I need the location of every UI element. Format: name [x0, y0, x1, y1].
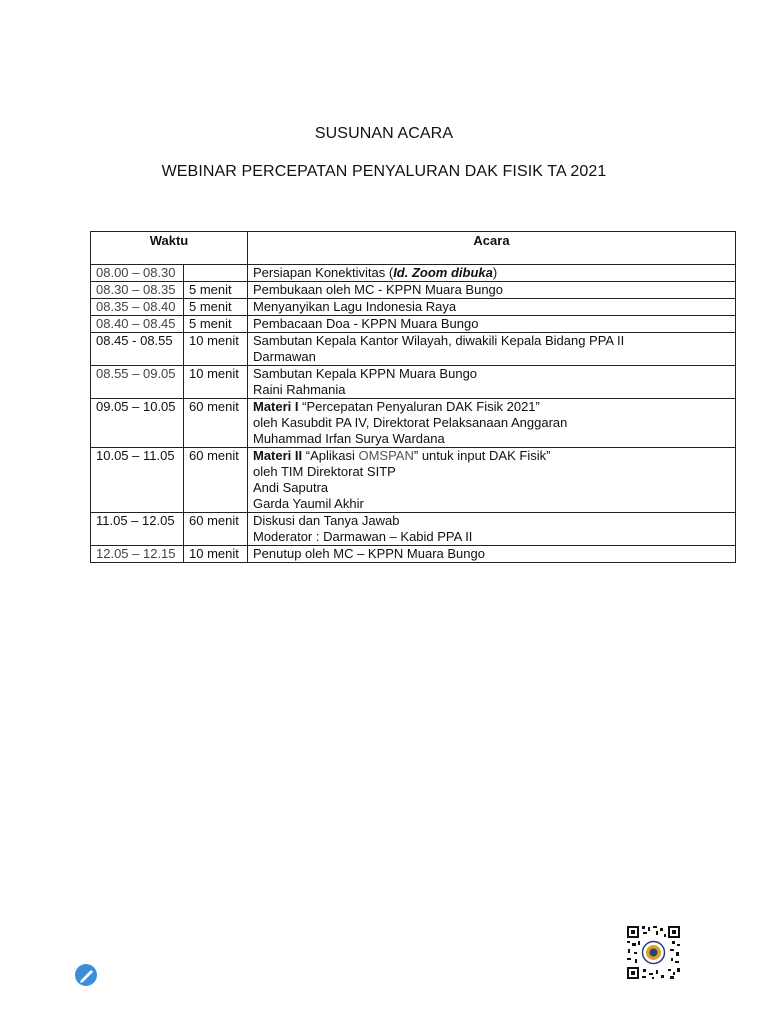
event-text: Sambutan Kepala KPPN Muara Bungo	[253, 366, 478, 381]
table-row	[91, 513, 736, 546]
document-subtitle: WEBINAR PERCEPATAN PENYALURAN DAK FISIK TA 2021	[161, 163, 607, 180]
schedule-body	[91, 265, 736, 563]
event-text: Pembukaan oleh MC - KPPN Muara Bungo	[253, 282, 504, 297]
time-cell: 08.35 – 08.40	[91, 299, 184, 316]
time-cell: 08.00 – 08.30	[91, 265, 184, 282]
event-cell	[248, 333, 736, 366]
event-text: Muhammad Irfan Surya Wardana	[253, 431, 445, 446]
duration-cell: 5 menit	[184, 282, 248, 299]
event-cell	[248, 513, 736, 546]
time-cell: 08.30 – 08.35	[91, 282, 184, 299]
event-line	[253, 415, 730, 431]
time-cell: 09.05 – 10.05	[91, 399, 184, 448]
event-text: Moderator : Darmawan – Kabid PPA II	[253, 529, 473, 544]
event-cell	[248, 282, 736, 299]
event-text: Materi II	[253, 448, 303, 463]
schedule-table	[90, 231, 736, 563]
event-text: oleh Kasubdit PA IV, Direktorat Pelaksanaan Anggaran	[253, 415, 568, 430]
event-line	[253, 546, 730, 562]
table-row	[91, 399, 736, 448]
duration-cell: 5 menit	[184, 316, 248, 333]
event-line	[253, 349, 730, 365]
time-cell: 08.45 - 08.55	[91, 333, 184, 366]
event-line	[253, 399, 730, 415]
header-acara: Acara	[248, 232, 736, 265]
event-cell	[248, 399, 736, 448]
duration-cell: 5 menit	[184, 299, 248, 316]
event-text: ” untuk input DAK Fisik”	[413, 448, 551, 463]
pen-badge-icon	[74, 963, 98, 987]
event-text: oleh TIM Direktorat SITP	[253, 464, 396, 479]
table-row	[91, 282, 736, 299]
event-cell	[248, 448, 736, 513]
event-text: Andi Saputra	[253, 480, 329, 495]
event-text: Pembacaan Doa - KPPN Muara Bungo	[253, 316, 479, 331]
event-line	[253, 299, 730, 315]
event-line	[253, 513, 730, 529]
table-row	[91, 299, 736, 316]
event-line	[253, 265, 730, 281]
event-text: OMSPAN	[358, 448, 414, 463]
time-cell: 12.05 – 12.15	[91, 546, 184, 563]
header-waktu: Waktu	[91, 232, 248, 265]
event-cell	[248, 265, 736, 282]
table-row	[91, 448, 736, 513]
event-cell	[248, 299, 736, 316]
table-row	[91, 265, 736, 282]
duration-cell	[184, 265, 248, 282]
event-text: “Aplikasi	[302, 448, 359, 463]
table-row	[91, 316, 736, 333]
event-line	[253, 464, 730, 480]
event-text: Darmawan	[253, 349, 316, 364]
duration-cell: 10 menit	[184, 366, 248, 399]
event-line	[253, 496, 730, 512]
time-cell: 11.05 – 12.05	[91, 513, 184, 546]
event-text: “Percepatan Penyaluran DAK Fisik 2021”	[298, 399, 540, 414]
event-line	[253, 448, 730, 464]
event-text: Id. Zoom dibuka	[393, 265, 493, 280]
duration-cell: 60 menit	[184, 448, 248, 513]
event-line	[253, 480, 730, 496]
event-cell	[248, 546, 736, 563]
duration-cell: 60 menit	[184, 399, 248, 448]
table-row	[91, 546, 736, 563]
event-line	[253, 366, 730, 382]
event-line	[253, 431, 730, 447]
event-text: Sambutan Kepala Kantor Wilayah, diwakili Kepala Bidang PPA II	[253, 333, 625, 348]
event-text: Raini Rahmania	[253, 382, 346, 397]
event-cell	[248, 366, 736, 399]
qr-code-icon	[626, 925, 681, 980]
event-text: Materi I	[253, 399, 299, 414]
event-text: Diskusi dan Tanya Jawab	[253, 513, 400, 528]
table-row	[91, 366, 736, 399]
event-line	[253, 282, 730, 298]
table-row	[91, 333, 736, 366]
time-cell: 10.05 – 11.05	[91, 448, 184, 513]
event-text: )	[492, 265, 498, 280]
event-line	[253, 333, 730, 349]
table-header-row	[91, 232, 736, 265]
time-cell: 08.55 – 09.05	[91, 366, 184, 399]
duration-cell: 10 menit	[184, 333, 248, 366]
event-cell	[248, 316, 736, 333]
event-text: Persiapan Konektivitas (	[253, 265, 394, 280]
duration-cell: 60 menit	[184, 513, 248, 546]
event-text: Penutup oleh MC – KPPN Muara Bungo	[253, 546, 485, 561]
time-cell: 08.40 – 08.45	[91, 316, 184, 333]
event-line	[253, 316, 730, 332]
event-text: Garda Yaumil Akhir	[253, 496, 364, 511]
event-text: Menyanyikan Lagu Indonesia Raya	[253, 299, 457, 314]
event-line	[253, 382, 730, 398]
document-title: SUSUNAN ACARA	[314, 125, 454, 142]
duration-cell: 10 menit	[184, 546, 248, 563]
event-line	[253, 529, 730, 545]
